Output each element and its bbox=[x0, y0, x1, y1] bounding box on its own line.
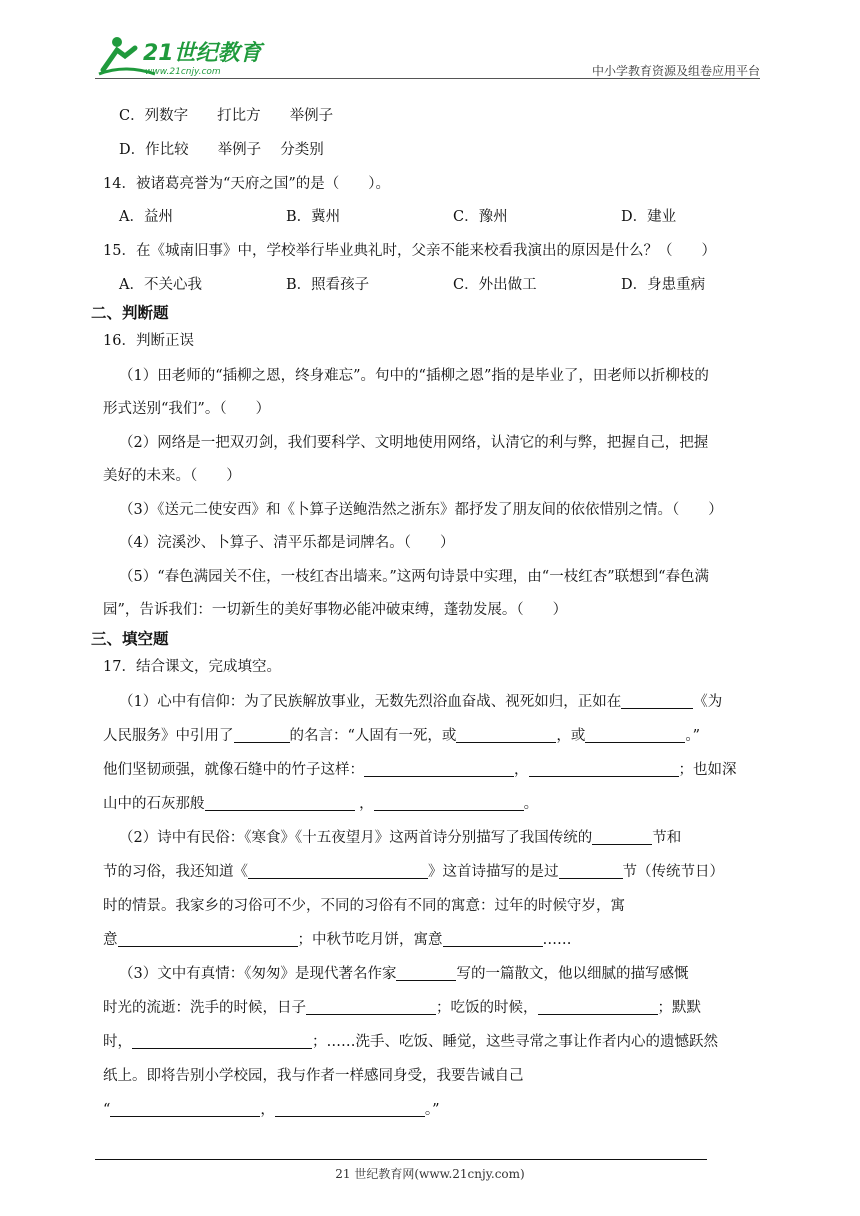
blank-input[interactable] bbox=[374, 796, 524, 811]
logo bbox=[95, 34, 265, 78]
blank-input[interactable] bbox=[538, 1000, 658, 1015]
q17-p3-line4: 纸上。即将告别小学校园，我与作者一样感同身受，我要告诫自己 bbox=[103, 1068, 524, 1084]
page-footer: 21 世纪教育网(www.21cnjy.com) bbox=[335, 1167, 525, 1181]
blank-input[interactable] bbox=[585, 728, 685, 743]
q15-option-d: D．身患重病 bbox=[621, 277, 706, 293]
blank-input[interactable] bbox=[118, 932, 298, 947]
blank-input[interactable] bbox=[529, 762, 679, 777]
q17-p2-line1: （2）诗中有民俗：《寒食》《十五夜望月》这两首诗分别描写了我国传统的 节和 bbox=[119, 830, 682, 846]
blank-input[interactable] bbox=[592, 830, 652, 845]
header-platform-text: 中小学教育资源及组卷应用平台 bbox=[591, 64, 760, 78]
q15-option-c: C．外出做工 bbox=[453, 277, 537, 293]
q17-p1-line4: 山中的石灰那般 ， 。 bbox=[103, 796, 539, 812]
blank-input[interactable] bbox=[396, 966, 456, 981]
q17-p3-line1: （3）文中有真情：《匆匆》是现代著名作家 写的一篇散文，他以细腻的描写感慨 bbox=[119, 966, 689, 982]
prev-option-d: D．作比较 举例子 分类别 bbox=[119, 142, 324, 158]
q15-option-a: A．不关心我 bbox=[119, 277, 202, 293]
logo-sub: www.21cnjy.com bbox=[145, 67, 221, 77]
q17-p3-line2: 时光的流逝：洗手的时候，日子 ；吃饭的时候， ；默默 bbox=[103, 1000, 701, 1016]
blank-input[interactable] bbox=[443, 932, 543, 947]
q14-option-d: D．建业 bbox=[621, 209, 677, 225]
logo-text: 21世纪教育 bbox=[143, 41, 262, 66]
q16-item-5a: （5）“春色满园关不住，一枝红杏出墙来。”这两句诗景中实理，由“一枝红杏”联想到“春色满 bbox=[119, 569, 710, 585]
blank-input[interactable] bbox=[621, 694, 693, 709]
blank-input[interactable] bbox=[248, 864, 428, 879]
q17-p1-line3: 他们坚韧顽强，就像石缝中的竹子这样： ， ；也如深 bbox=[103, 762, 737, 778]
q17-p1-line1: （1）心中有信仰：为了民族解放事业，无数先烈浴血奋战、视死如归，正如在 《为 bbox=[119, 694, 723, 710]
blank-input[interactable] bbox=[110, 1102, 260, 1117]
q14-option-c: C．豫州 bbox=[453, 209, 508, 225]
q15-option-b: B．照看孩子 bbox=[286, 277, 370, 293]
q17-p2-line2: 节的习俗，我还知道《 》这首诗描写的是过 节（传统节日） bbox=[103, 864, 724, 880]
q14-option-a: A．益州 bbox=[119, 209, 173, 225]
section-title-judgement: 二、判断题 bbox=[91, 304, 169, 322]
q16-item-2b: 美好的未来。（ ） bbox=[103, 468, 241, 484]
q16-item-1b: 形式送别“我们”。（ ） bbox=[103, 401, 271, 417]
q17-stem: 17．结合课文，完成填空。 bbox=[103, 659, 281, 675]
q16-item-1a: （1）田老师的“插柳之恩，终身难忘”。句中的“插柳之恩”指的是毕业了，田老师以折柳枝的 bbox=[119, 368, 709, 384]
page-header bbox=[95, 34, 760, 79]
blank-input[interactable] bbox=[559, 864, 623, 879]
q16-item-4: （4）浣溪沙、卜算子、清平乐都是词牌名。（ ） bbox=[119, 535, 455, 551]
prev-option-c: C．列数字 打比方 举例子 bbox=[119, 108, 334, 124]
q14-option-b: B．冀州 bbox=[286, 209, 341, 225]
q14-stem: 14．被诸葛亮誉为“天府之国”的是（ ）。 bbox=[103, 176, 391, 192]
q16-item-2a: （2）网络是一把双刃剑，我们要科学、文明地使用网络，认清它的利与弊，把握自己，把握 bbox=[119, 435, 709, 451]
q16-item-3: （3）《送元二使安西》和《卜算子送鲍浩然之浙东》都抒发了朋友间的依依惜别之情。（ ） bbox=[119, 502, 723, 518]
section-title-fill: 三、填空题 bbox=[91, 630, 169, 648]
q16-stem: 16．判断正误 bbox=[103, 333, 194, 349]
blank-input[interactable] bbox=[234, 728, 290, 743]
blank-input[interactable] bbox=[205, 796, 355, 811]
q17-p1-line2: 人民服务》中引用了 的名言：“人固有一死，或 ，或 。” bbox=[103, 728, 701, 744]
q15-stem: 15．在《城南旧事》中，学校举行毕业典礼时，父亲不能来校看我演出的原因是什么？（ ） bbox=[103, 243, 716, 259]
header-divider bbox=[95, 78, 760, 79]
q17-p3-line3: 时， ；……洗手、吃饭、睡觉，这些寻常之事让作者内心的遗憾跃然 bbox=[103, 1034, 718, 1050]
q16-item-5b: 园”，告诉我们：一切新生的美好事物必能冲破束缚，蓬勃发展。（ ） bbox=[103, 602, 568, 618]
blank-input[interactable] bbox=[306, 1000, 436, 1015]
blank-input[interactable] bbox=[456, 728, 556, 743]
q17-p2-line4: 意 ；中秋节吃月饼，寓意 …… bbox=[103, 932, 572, 948]
footer-divider bbox=[95, 1159, 707, 1160]
blank-input[interactable] bbox=[275, 1102, 425, 1117]
blank-input[interactable] bbox=[364, 762, 514, 777]
blank-input[interactable] bbox=[132, 1034, 312, 1049]
q17-p3-line5: “ ， 。” bbox=[103, 1102, 440, 1118]
q17-p2-line3: 时的情景。我家乡的习俗可不少，不同的习俗有不同的寓意：过年的时候守岁，寓 bbox=[103, 898, 625, 914]
